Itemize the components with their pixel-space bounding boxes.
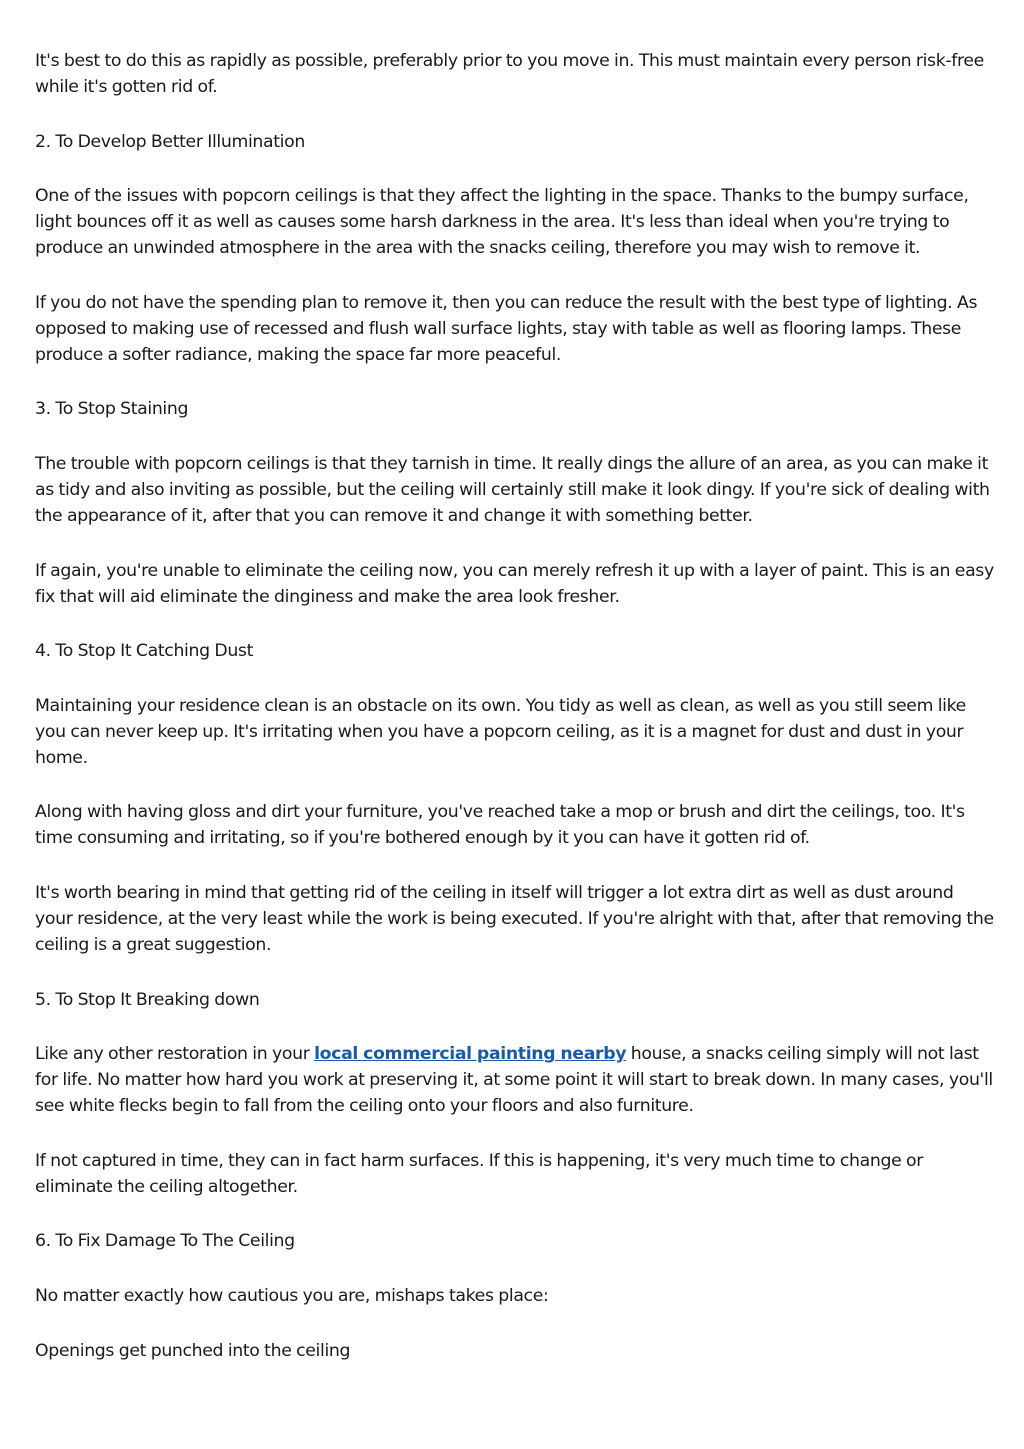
paragraph-removal-dust: It's worth bearing in mind that getting rid of the ceiling in itself will trigger a lot extra dirt as well as dust around your residence, at the very least while the work is being executed. If you're alright with that, after that removing the ceiling is a great suggestion. [35, 882, 994, 955]
heading-better-illumination: 2. To Develop Better Illumination [35, 131, 305, 152]
paragraph-restoration [35, 1041, 995, 1119]
paragraph-lighting-budget: If you do not have the spending plan to remove it, then you can reduce the result with the best type of lighting. As opposed to making use of recessed and flush wall surface lights, stay with table as well as flooring lamps. These produce a softer radiance, making the space far more peaceful. [35, 292, 978, 365]
local-commercial-painting-link[interactable]: local commercial painting nearby [314, 1044, 627, 1065]
heading-fix-damage: 6. To Fix Damage To The Ceiling [35, 1231, 295, 1252]
paragraph-dust-ceilings: Along with having gloss and dirt your furniture, you've reached take a mop or brush and dirt the ceilings, too. It's time consuming and irritating, so if you're bothered enough by it you can have it gotten rid of. [35, 802, 965, 849]
paragraph-residence-clean: Maintaining your residence clean is an obstacle on its own. You tidy as well as clean, as well as you still seem like you can never keep up. It's irritating when you have a popcorn ceiling, as it is a magnet for dust and dust in your home. [35, 695, 966, 768]
paragraph-mishaps: No matter exactly how cautious you are, mishaps takes place: [35, 1285, 549, 1306]
heading-catching-dust: 4. To Stop It Catching Dust [35, 641, 254, 662]
paragraph-openings: Openings get punched into the ceiling [35, 1340, 351, 1361]
paragraph-tarnish: The trouble with popcorn ceilings is that they tarnish in time. It really dings the allure of an area, as you can make it as tidy and also inviting as possible, but the ceiling will certainly still make it look dingy. If you're sick of dealing with the appearance of it, after that you can remove it and change it with something better. [35, 453, 990, 526]
paragraph-safety: It's best to do this as rapidly as possible, preferably prior to you move in. This must maintain every person risk-free while it's gotten rid of. [35, 51, 984, 97]
paragraph-paint-refresh: If again, you're unable to eliminate the ceiling now, you can merely refresh it up with a layer of paint. This is an easy fix that will aid eliminate the dinginess and make the area look fresher. [35, 560, 994, 607]
paragraph-captured-in-time: If not captured in time, they can in fact harm surfaces. If this is happening, it's very much time to change or eliminate the ceiling altogether. [35, 1150, 924, 1197]
document-page [35, 48, 995, 1392]
paragraph-restoration-text-before: Like any other restoration in your [35, 1044, 315, 1065]
paragraph-restoration-text-after: house, a snacks ceiling simply will not last for life. No matter how hard you work at preserving it, at some point it will start to break down. In many cases, you'll see white flecks begin to fall from the ceiling onto your floors and also furniture. [35, 1044, 993, 1117]
heading-breaking-down: 5. To Stop It Breaking down [35, 989, 260, 1010]
paragraph-lighting-issues: One of the issues with popcorn ceilings is that they affect the lighting in the space. Thanks to the bumpy surface, light bounces off it as well as causes some harsh darkness in the area. It's less than ideal when you're trying to produce an unwinded atmosphere in the area with the snacks ceiling, therefore you may wish to remove it. [35, 186, 969, 259]
heading-stop-staining: 3. To Stop Staining [35, 399, 189, 420]
